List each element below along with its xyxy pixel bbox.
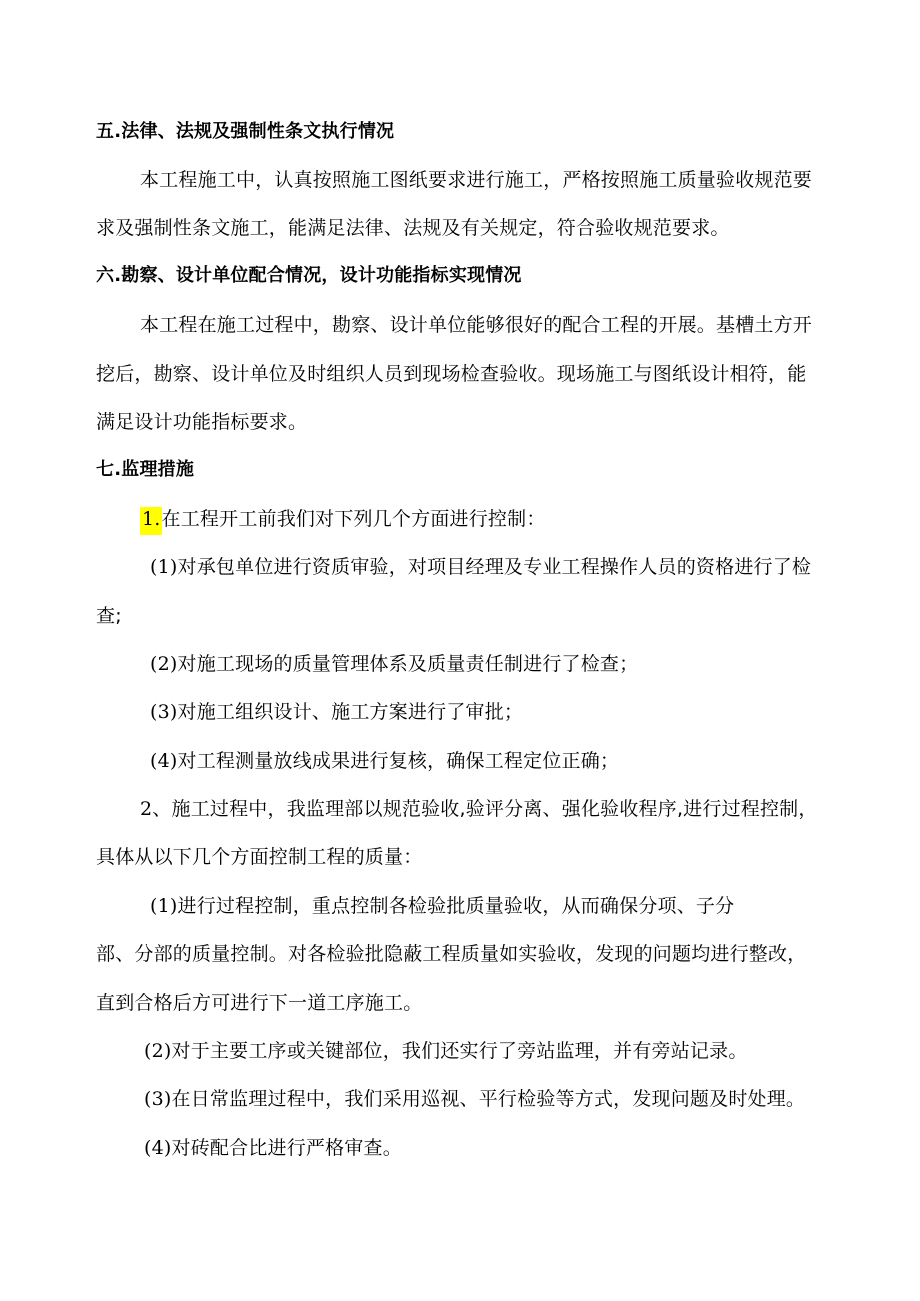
section-6-paragraph-line-1: 本工程在施工过程中，勘察、设计单位能够很好的配合工程的开展。基槽土方开 <box>140 314 813 336</box>
item-2-sub-2 <box>144 1037 748 1065</box>
item-1-sub-4 <box>150 747 619 775</box>
item-2-sub-1 <box>150 892 734 920</box>
item-1-sub-1-continuation: 查; <box>96 605 122 627</box>
item-2-sub-4-text: 对砖配合比进行严格审查。 <box>171 1137 402 1159</box>
item-2-number: 2 <box>140 798 153 820</box>
section-7-heading: 七.监理措施 <box>96 459 195 480</box>
item-1-sub-3-number: (3) <box>150 701 178 723</box>
item-2-sub-2-text: 对于主要工序或关键部位，我们还实行了旁站监理，并有旁站记录。 <box>171 1040 748 1062</box>
item-1-sub-4-number: (4) <box>150 750 178 772</box>
section-5-paragraph-line-1: 本工程施工中，认真按照施工图纸要求进行施工，严格按照施工质量验收规范要 <box>140 169 813 191</box>
item-2-text: 、施工过程中，我监理部以规范验收,验评分离、强化验收程序,进行过程控制， <box>152 798 818 820</box>
item-2 <box>140 795 818 823</box>
item-2-sub-3-text: 在日常监理过程中，我们采用巡视、平行检验等方式，发现问题及时处理。 <box>171 1088 806 1110</box>
item-2-sub-2-number: (2) <box>144 1040 172 1062</box>
item-1 <box>140 505 546 533</box>
item-1-sub-1-text: 对承包单位进行资质审验，对项目经理及专业工程操作人员的资格进行了检 <box>177 556 812 578</box>
item-2-sub-3-number: (3) <box>144 1088 172 1110</box>
item-2-sub-1-continuation-2: 直到合格后方可进行下一道工序施工。 <box>96 992 423 1014</box>
item-1-sub-3-text: 对施工组织设计、施工方案进行了审批； <box>177 701 524 723</box>
item-1-text: 在工程开工前我们对下列几个方面进行控制： <box>161 508 546 530</box>
item-2-continuation: 具体从以下几个方面控制工程的质量： <box>96 846 423 868</box>
section-6-paragraph-line-2: 挖后，勘察、设计单位及时组织人员到现场检查验收。现场施工与图纸设计相符，能 <box>96 363 807 385</box>
item-2-sub-3 <box>144 1085 805 1113</box>
item-2-sub-1-continuation-1: 部、分部的质量控制。对各检验批隐蔽工程质量如实验收，发现的问题均进行整改， <box>96 943 807 965</box>
section-6-heading: 六.勘察、设计单位配合情况，设计功能指标实现情况 <box>96 265 522 286</box>
item-1-number-highlighted: 1. <box>140 507 162 535</box>
item-1-sub-2 <box>150 650 638 678</box>
item-1-sub-3 <box>150 698 523 726</box>
item-2-sub-1-number: (1) <box>150 895 178 917</box>
item-1-sub-2-text: 对施工现场的质量管理体系及质量责任制进行了检查； <box>177 653 639 675</box>
item-1-sub-4-text: 对工程测量放线成果进行复核，确保工程定位正确； <box>177 750 620 772</box>
item-2-sub-4-number: (4) <box>144 1137 172 1159</box>
item-2-sub-1-text: 进行过程控制，重点控制各检验批质量验收，从而确保分项、子分 <box>177 895 735 917</box>
item-1-sub-2-number: (2) <box>150 653 178 675</box>
item-1-sub-1-number: (1) <box>150 556 178 578</box>
item-1-sub-1 <box>150 553 811 581</box>
section-5-heading: 五.法律、法规及强制性条文执行情况 <box>96 121 395 142</box>
item-2-sub-4 <box>144 1134 402 1162</box>
section-5-paragraph-line-2: 求及强制性条文施工，能满足法律、法规及有关规定，符合验收规范要求。 <box>96 217 730 239</box>
section-6-paragraph-line-3: 满足设计功能指标要求。 <box>96 411 308 433</box>
